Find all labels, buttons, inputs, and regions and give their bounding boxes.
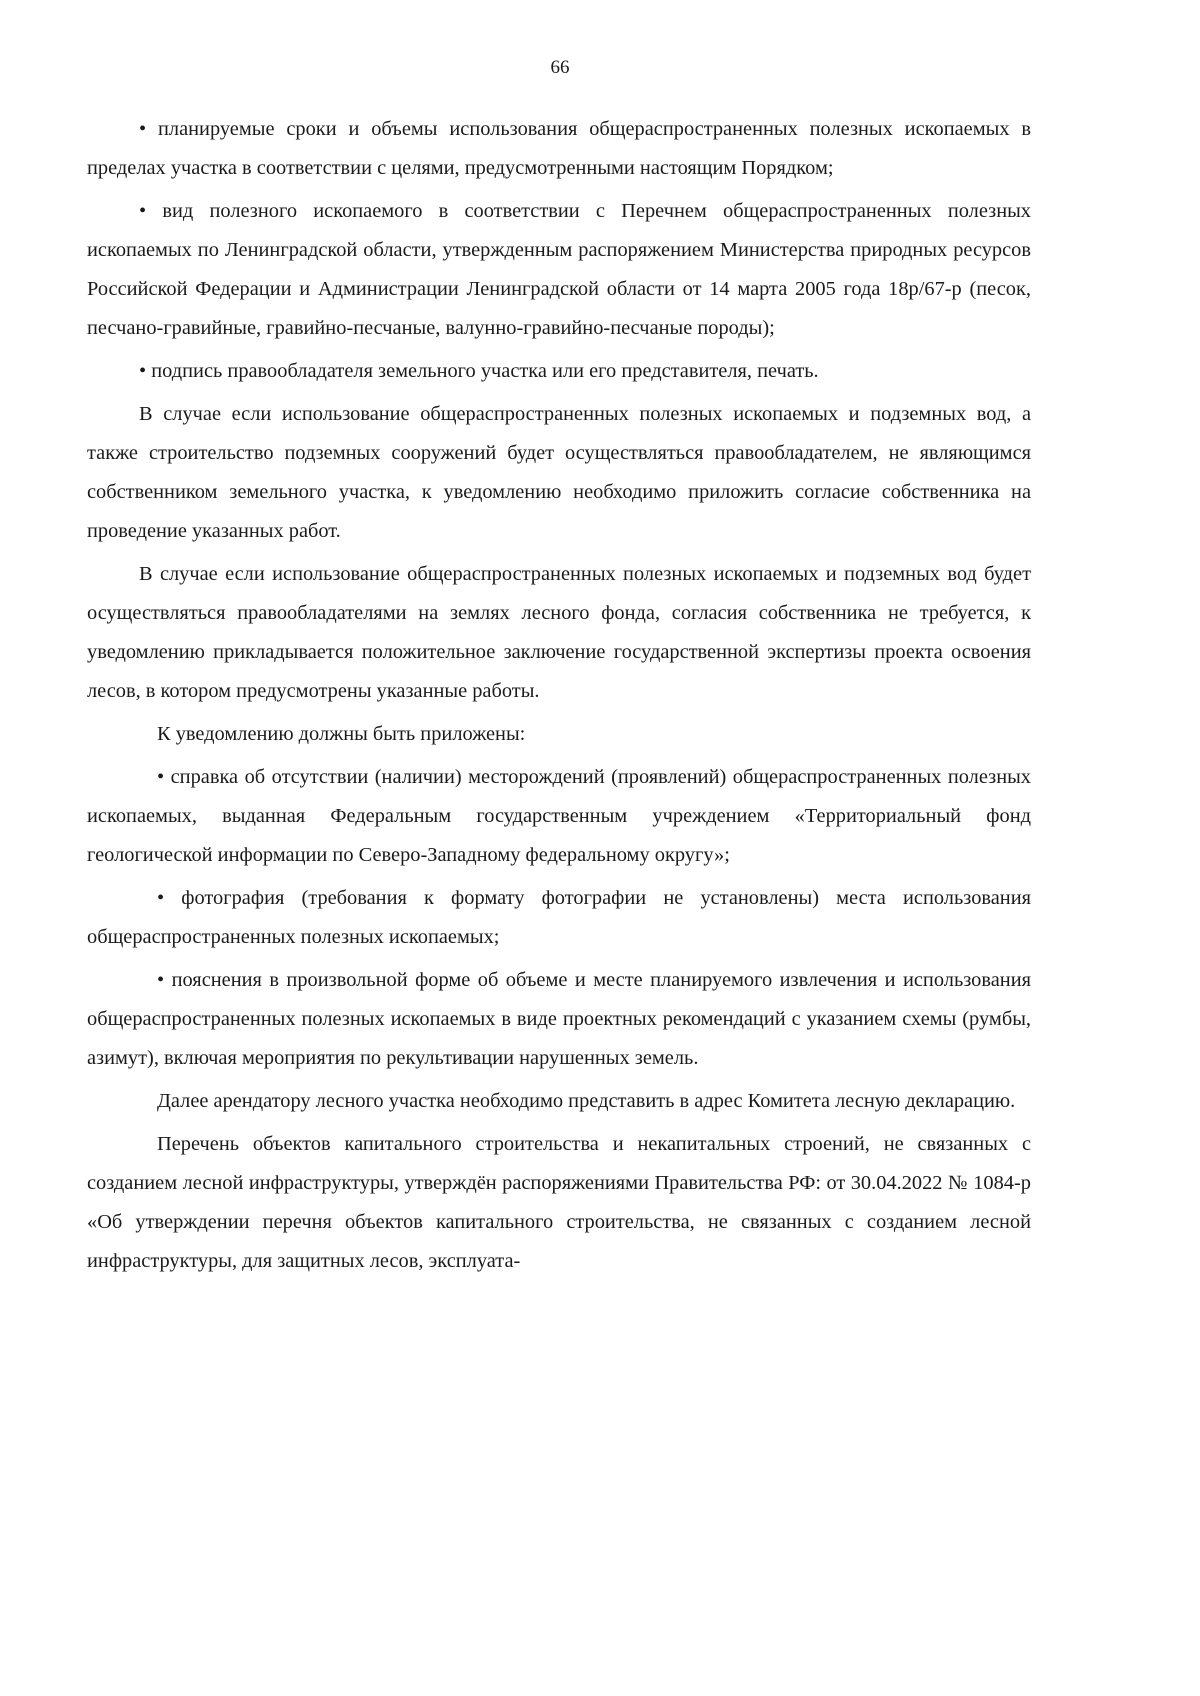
body-paragraph: В случае если использование общераспространенных полезных ископаемых и подземных вод, а также строительство подземных сооружений будет осуществляться правообладателем, не являющимся собственником земельного участка, к уведомлению необходимо приложить согласие собственника на проведение указанных работ. (87, 403, 1031, 542)
body-paragraph: Далее арендатору лесного участка необходимо представить в адрес Комитета лесную декларацию. (157, 1090, 1016, 1112)
body-paragraph: Перечень объектов капитального строительства и некапитальных строений, не связанных с созданием лесной инфраструктуры, утверждён распоряжениями Правительства РФ: от 30.04.2022 № 1084-р «Об утверждении перечня объектов капитального строительства, не связанных с созданием лесной инфраструктуры, для защитных лесов, эксплуата- (87, 1133, 1031, 1272)
attachments-heading: К уведомлению должны быть приложены: (157, 723, 526, 745)
bullet-paragraph: • вид полезного ископаемого в соответствии с Перечнем общераспространенных полезных ископаемых по Ленинградской области, утвержденным распоряжением Министерства природных ресурсов Российской Федерации и Администрации Ленинградской области от 14 марта 2005 года 18р/67-р (песок, песчано-гравийные, гравийно-песчаные, валунно-гравийно-песчаные породы); (87, 200, 1031, 339)
bullet-paragraph: • подпись правообладателя земельного участка или его представителя, печать. (139, 360, 819, 382)
page-number: 66 (550, 57, 570, 78)
bullet-paragraph: • пояснения в произвольной форме об объеме и месте планируемого извлечения и использования общераспространенных полезных ископаемых в виде проектных рекомендаций с указанием схемы (румбы, азимут), включая мероприятия по рекультивации нарушенных земель. (87, 969, 1031, 1069)
body-paragraph: В случае если использование общераспространенных полезных ископаемых и подземных вод будет осуществляться правообладателями на землях лесного фонда, согласия собственника не требуется, к уведомлению прикладывается положительное заключение государственной экспертизы проекта освоения лесов, в котором предусмотрены указанные работы. (87, 563, 1031, 702)
bullet-paragraph: • планируемые сроки и объемы использования общераспространенных полезных ископаемых в пределах участка в соответствии с целями, предусмотренными настоящим Порядком; (87, 118, 1031, 179)
bullet-paragraph: • справка об отсутствии (наличии) месторождений (проявлений) общераспространенных полезных ископаемых, выданная Федеральным государственным учреждением «Территориальный фонд геологической информации по Северо-Западному федеральному округу»; (87, 766, 1031, 866)
document-body (87, 110, 1031, 1281)
bullet-paragraph: • фотография (требования к формату фотографии не установлены) места использования общераспространенных полезных ископаемых; (87, 887, 1031, 948)
